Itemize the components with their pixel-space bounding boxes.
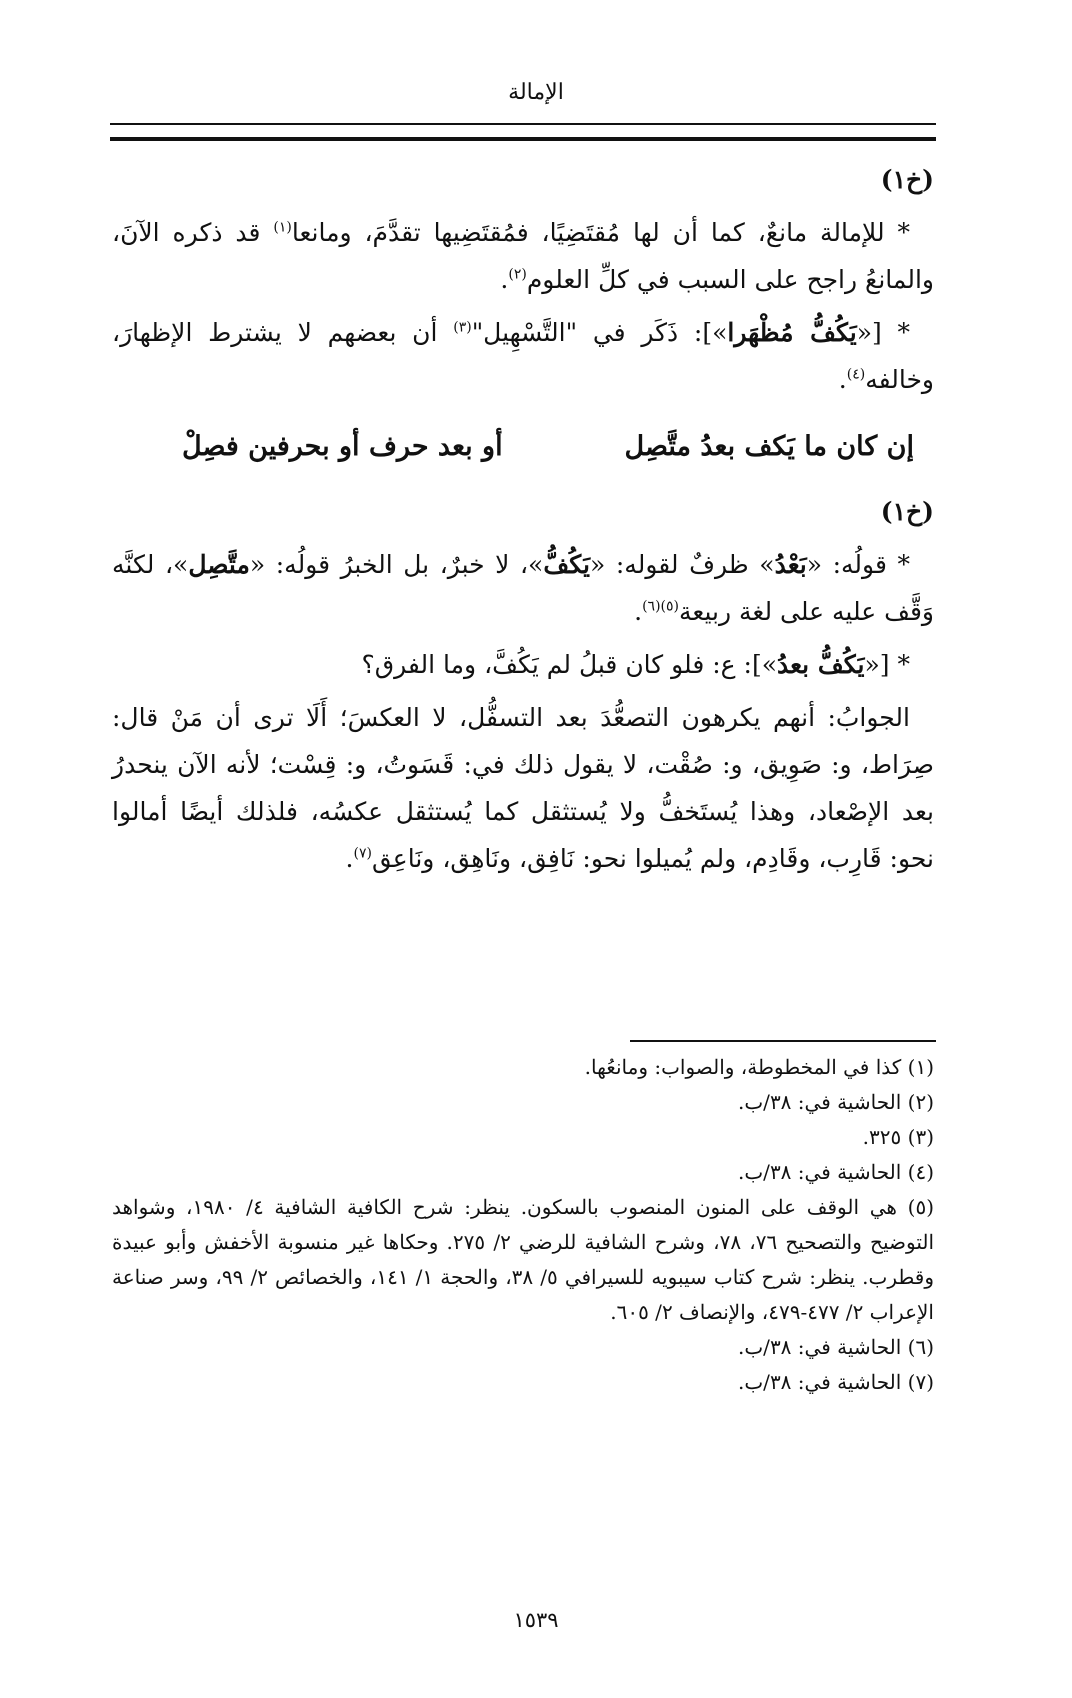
page-number: ١٥٣٩	[513, 1608, 559, 1632]
footnote: (٥) هي الوقف على المنون المنصوب بالسكون. ينظر: شرح الكافية الشافية ٤/ ١٩٨٠، وشواهد التوضيح والتصحيح ٧٦، ٧٨، وشرح الشافية للرضي ٢/ ٢٧٥. وحكاها غير منسوبة الأخفش وأبو عبيدة وقطرب. ينظر: شرح كتاب سيبويه للسيرافي ٥/ ٣٨، والحجة ١/ ١٤١، والخصائص ٢/ ٩٩، وسر صناعة الإعراب ٢/ ٤٧٧-٤٧٩، والإنصاف ٢/ ٦٠٥.	[112, 1195, 935, 1324]
quoted-term: بَعْدُ	[774, 550, 807, 579]
verse-line	[182, 423, 914, 470]
paragraph: * قولُه: «بَعْدُ» ظرفٌ لقوله: «يَكُفُّ»، لا خبرٌ، بل الخبرُ قولُه: «متَّصِل»، لكنَّه وَقَّف عليه على لغة ربيعة$^{(٥)(٦)}$.	[112, 550, 934, 626]
paragraph: الجوابُ: أنهم يكرهون التصعُّدَ بعد التسفُّل، لا العكسَ؛ أَلَا ترى أن مَنْ قال: صِرَاط، و: صَوِيق، و: صُقْت، لا يقول ذلك في: قَسَوتُ، و: قِسْت؛ لأنه الآن ينحدرُ بعد الإصْعاد، وهذا يُستَخفُّ ولا يُستثقل كما يُستثقل عكسُه، فلذلك أيضًا أمالوا نحو: قَارِب، وقَادِم، ولم يُميلوا نحو: نَافِق، ونَاهِق، ونَاعِق$^{(٧)}$.	[112, 703, 934, 873]
paragraph: * [«يَكُفُّ بعدُ»]: ع: فلو كان قبلُ لم يَكُفَّ، وما الفرق؟	[361, 650, 910, 679]
verse-first-hemistich: إن كان ما يَكف بعدُ متَّصِل	[624, 431, 914, 462]
footnote-ref: (٤)	[846, 366, 866, 383]
paragraph: * للإمالة مانعٌ، كما أن لها مُقتَضِيًا، فمُقتَضِيها تقدَّمَ، ومانعا$^{(١)}$ قد ذكره الآنَ، والمانعُ راجح على السبب في كلِّ العلوم$^{(٢)}$.	[112, 218, 934, 294]
footnote: (٧) الحاشية في: ٣٨/ب.	[738, 1370, 934, 1394]
footnote-ref: (٧)	[353, 845, 372, 862]
main-text	[112, 156, 934, 888]
footnote: (٤) الحاشية في: ٣٨/ب.	[738, 1160, 934, 1184]
quoted-term: يَكُفُّ بعدُ	[777, 650, 865, 679]
footnote: (٣) ٣٢٥.	[862, 1125, 934, 1149]
footnote-separator	[630, 1040, 936, 1042]
footnote-ref: (٣)	[453, 319, 472, 336]
footnote: (٢) الحاشية في: ٣٨/ب.	[738, 1090, 934, 1114]
header-rule-thick	[110, 137, 936, 141]
footnote: (٦) الحاشية في: ٣٨/ب.	[738, 1335, 934, 1359]
paragraph: * [«يَكُفُّ مُظْهَرا»]: ذَكَر في "التَّسْهِيل"$^{(٣)}$ أن بعضهم لا يشترط الإظهارَ، وخالفه$^{(٤)}$.	[112, 318, 934, 394]
footnotes	[112, 1050, 934, 1400]
footnote-ref: (٥)(٦)	[642, 598, 680, 615]
running-head: الإمالة	[508, 80, 564, 105]
quoted-term: يَكُفُّ مُظْهَرا	[727, 318, 857, 347]
footnote: (١) كذا في المخطوطة، والصواب: ومانعُها.	[584, 1055, 934, 1079]
manuscript-ref: (خ١)	[880, 497, 934, 526]
quoted-term: متَّصِل	[188, 550, 250, 579]
verse-second-hemistich: أو بعد حرف أو بحرفين فصِلْ	[182, 431, 503, 462]
quoted-term: يَكُفُّ	[543, 550, 591, 579]
header-rule-thin	[110, 123, 936, 125]
footnote-ref: (٢)	[508, 266, 527, 283]
footnote-ref: (١)	[273, 219, 292, 236]
manuscript-ref: (خ١)	[880, 165, 934, 194]
